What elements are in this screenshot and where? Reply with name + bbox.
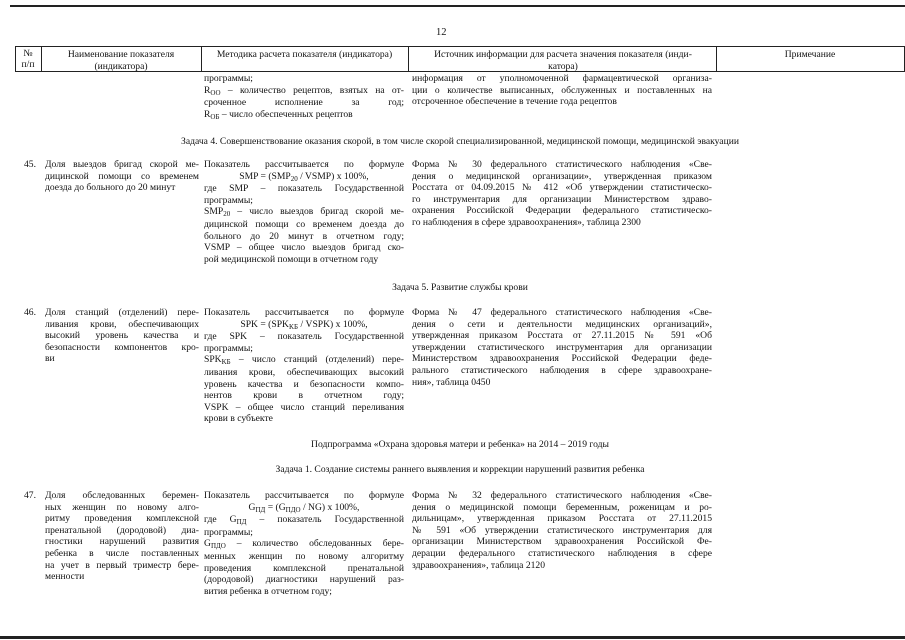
text-line: Доля обследованных беремен- (45, 490, 199, 501)
header-name (41, 49, 201, 72)
text-line: дильницам», утвержденная приказом Росстата от 27.11.2015 (412, 513, 712, 525)
header-name-text: Наименование показателя (индикатора) (67, 49, 175, 72)
text-line: нентов крови в отчетном году; (204, 390, 404, 402)
header-method (201, 49, 408, 61)
row-47-name (45, 490, 199, 583)
text-line: ливания крови, обеспечивающих высокий (204, 366, 404, 378)
text-line: Доля станций (отделений) пере- (45, 307, 199, 318)
text-line: менных женщин по новому алгоритму (204, 550, 404, 562)
text-line: утвержденная приказом Росстата от 27.11.2015 № 591 «Об (412, 330, 712, 342)
text-line: Форма № 32 федерального статистического наблюдения «Све- (412, 490, 712, 501)
text-line: организации Министерством здравоохранения Российской Фе- (412, 536, 712, 548)
text-line: безопасности компонентов кро- (45, 341, 199, 353)
text-line: пренатальной (дородовой) диа- (45, 524, 199, 536)
text-line: SMP = ($SMP_{20}$ / VSMP) х 100%, (239, 170, 369, 183)
text-line: Форма № 47 федерального статистического наблюдения «Све- (412, 307, 712, 318)
cont-method (204, 73, 404, 121)
text-line: гностики нарушений развития (45, 536, 199, 548)
row-47-source (412, 490, 712, 571)
row-47-method (204, 490, 404, 597)
task-1-heading: Задача 1. Создание системы раннего выявления и коррекции нарушений развития ребенка (275, 464, 645, 475)
bottom-rule (0, 636, 905, 639)
text-line: дерации федерального статистического наблюдения в сфере (412, 547, 712, 559)
row-46-source (412, 307, 712, 388)
text-line: рального статистического наблюдения в сфере здравоохране- (412, 364, 712, 376)
text-line: высокий уровень качества и (45, 330, 199, 342)
top-rule (10, 5, 905, 7)
text-line: уровень качества и безопасности компо- (204, 378, 404, 390)
text-line: на учет в первый триместр бере- (45, 559, 199, 571)
row-47-number: 47. (24, 490, 36, 501)
subprogram-heading: Подпрограмма «Охрана здоровья матери и ребенка» на 2014 – 2019 годы (311, 439, 609, 450)
text-line: SPK = ($SPK_{KБ}$ / VSPK) х 100%, (240, 318, 368, 331)
text-line: Доля выездов бригад скорой ме- (45, 159, 199, 170)
text-line: программы; (204, 526, 253, 538)
text-line: (дородовой) диагностики нарушений раз- (204, 574, 404, 586)
text-line: $SPK_{KБ}$ – число станций (отделений) пере- (204, 354, 404, 367)
text-line: дения о медицинской помощи беременным, роженицам и ро- (412, 501, 712, 513)
text-line: № 591 «Об утверждении статистического инструментария для (412, 524, 712, 536)
col-border (408, 46, 409, 71)
text-line: утверждении статистического инструментария для организации (412, 341, 712, 353)
header-source (410, 49, 716, 72)
text-line: менности (45, 571, 85, 583)
row-45-name (45, 159, 199, 194)
text-line: Показатель рассчитывается по формуле (204, 490, 404, 501)
text-line: Росстата от 04.09.2015 № 412 «Об утверждении статистическо- (412, 182, 712, 194)
text-line: больного до 20 минут в отчетном году; (204, 230, 404, 242)
text-line: доезда до больного до 20 минут (45, 182, 176, 194)
header-method-text: Методика расчета показателя (индикатора) (216, 49, 393, 60)
text-line: крови в субъекте (204, 413, 273, 425)
text-line: программы; (204, 73, 253, 84)
header-source-text: Источник информации для расчета значения показателя (инди- катора) (434, 49, 692, 72)
text-line: дения о сети и деятельности медицинских организаций», (412, 318, 712, 330)
header-num (15, 48, 41, 70)
text-line: го инструментария для организации Министерством здраво- (412, 193, 712, 205)
text-line: $R_{OБ}$ – число обеспеченных рецептов (204, 108, 353, 121)
text-line: VSPK – общее число станций переливания (204, 401, 404, 413)
text-line: здравоохранения», таблица 2120 (412, 559, 546, 571)
text-line: отсроченное обеспечение в течение года рецептов (412, 96, 617, 108)
text-line: программы; (204, 342, 253, 354)
text-line: ливания крови, обеспечивающих (45, 318, 199, 330)
text-line: Министерством здравоохранения Российской Федерации феде- (412, 353, 712, 365)
text-line: вития ребенка в отчетном году; (204, 585, 332, 597)
header-note-text: Примечание (784, 49, 836, 60)
text-line: ных женщин по новому алго- (45, 501, 199, 513)
text-line: проведения комплексной пренатальной (204, 562, 404, 574)
header-top-border (15, 46, 905, 47)
row-46-number: 46. (24, 307, 36, 318)
text-line: дицинской помощи со временем доезда до (204, 218, 404, 230)
text-line: ребенка в числе поставленных (45, 547, 199, 559)
text-line: рой медицинской помощи в отчетном году (204, 253, 379, 265)
row-45-method (204, 159, 404, 265)
text-line: Форма № 30 федерального статистического наблюдения «Све- (412, 159, 712, 170)
header-note (716, 49, 904, 61)
text-line: $R_{OO}$ – количество рецептов, взятых на от- (204, 84, 404, 97)
row-45-source (412, 159, 712, 229)
text-line: ви (45, 353, 55, 365)
text-line: информация от уполномоченной фармацевтической организа- (412, 73, 712, 84)
row-46-name (45, 307, 199, 365)
text-line: где $G_{ПД}$ – показатель Государственной (204, 514, 404, 527)
header-num-text: № п/п (21, 48, 35, 70)
text-line: ритму проведения комплексной (45, 513, 199, 525)
text-line: дения о медицинской организации», утвержденная приказом (412, 170, 712, 182)
row-46-method (204, 307, 404, 425)
cont-source (412, 73, 712, 108)
text-line: VSMP – общее число выездов бригад ско- (204, 242, 404, 254)
task-5-heading: Задача 5. Развитие службы крови (392, 282, 528, 293)
text-line: $G_{ПДО}$ – количество обследованных бере- (204, 538, 404, 551)
text-line: $SMP_{20}$ – число выездов бригад скорой ме- (204, 206, 404, 219)
text-line: ции о количестве выписанных, обслуженных и поставленных на (412, 84, 712, 96)
text-line: Показатель рассчитывается по формуле (204, 159, 404, 170)
text-line: охранения Российской Федерации федерального статистическо- (412, 205, 712, 217)
text-line: $G_{ПД} = (G_{ПДО} / NG)$ х 100%, (248, 501, 360, 514)
row-45-number: 45. (24, 159, 36, 170)
text-line: программы; (204, 194, 253, 206)
text-line: го наблюдения в сфере здравоохранения», таблица 2300 (412, 216, 641, 228)
text-line: ния», таблица 0450 (412, 376, 491, 388)
page-number: 12 (436, 27, 447, 38)
task-4-heading: Задача 4. Совершенствование оказания скорой, в том числе скорой специализированной, медицинской помощи, медицинской эвакуации (181, 136, 739, 147)
text-line: где SMP – показатель Государственной (204, 183, 404, 195)
text-line: где SPK – показатель Государственной (204, 331, 404, 343)
text-line: сроченное исполнение за год; (204, 97, 404, 109)
text-line: дицинской помощи со временем (45, 170, 199, 182)
text-line: Показатель рассчитывается по формуле (204, 307, 404, 318)
